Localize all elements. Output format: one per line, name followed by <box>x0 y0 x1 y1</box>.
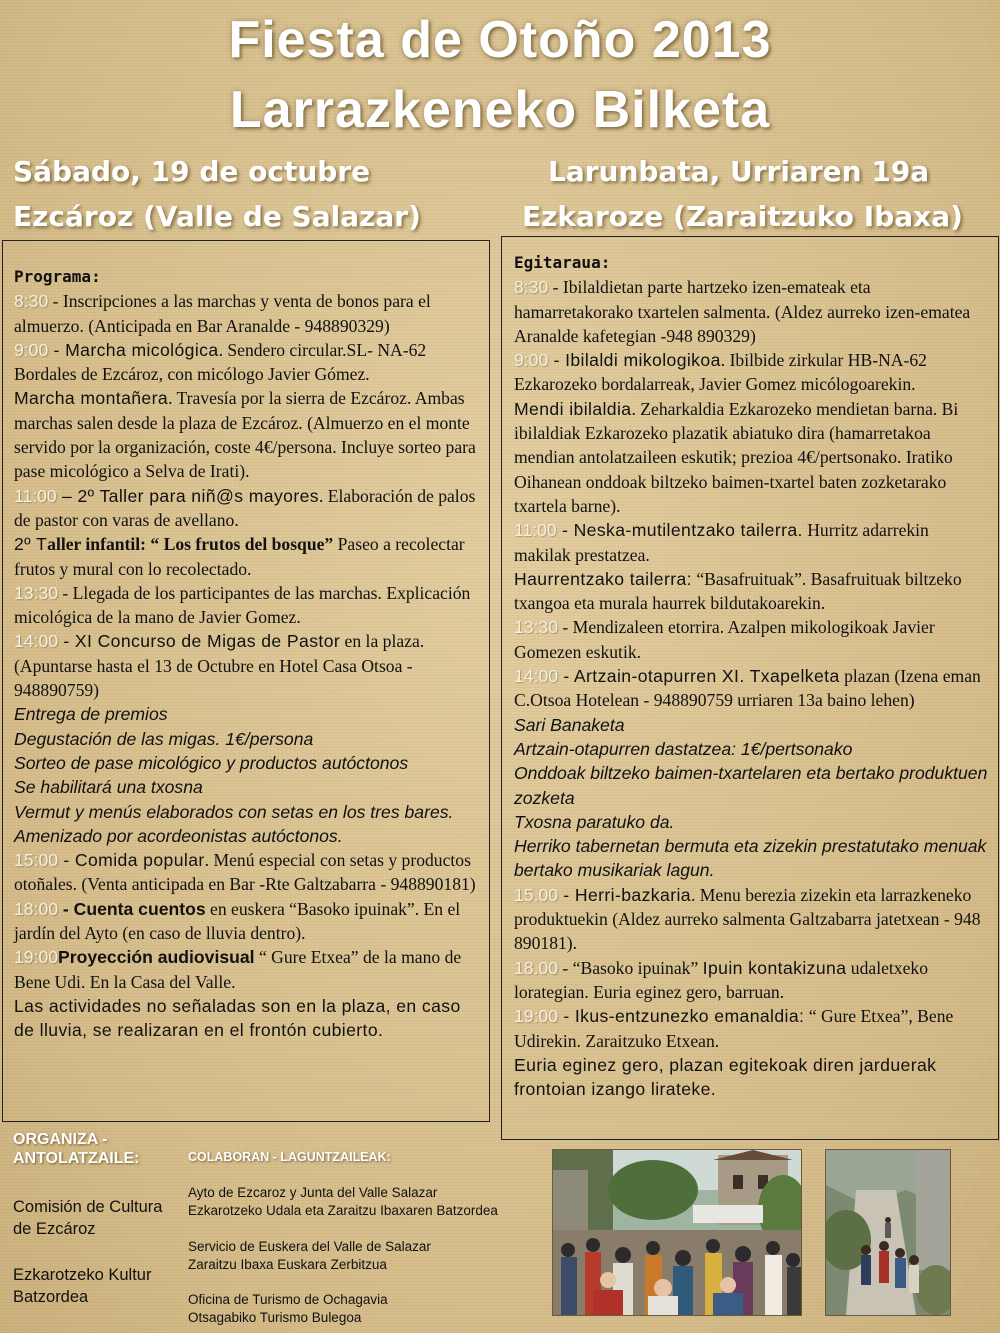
photo-village-crowd <box>552 1149 802 1316</box>
programa-item: 8:30 - Inscripciones a las marchas y venta de bonos para el almuerzo. (Anticipada en Bar Aranalde - 948890329) <box>14 291 431 336</box>
programa-item: 13:30 - Llegada de los participantes de las marchas. Explicación micológica de la mano de Javier Gomez. <box>14 582 471 628</box>
programa-italic: Vermut y menús elaborados con setas en los tres bares. <box>14 801 454 822</box>
programa-box <box>2 240 490 1122</box>
es-place: Ezcároz (Valle de Salazar) <box>13 200 421 233</box>
collaborator-2: Servicio de Euskera del Valle de Salazar Zaraitzu Ibaxa Euskara Zerbitzua <box>188 1239 431 1272</box>
programa-label: Programa: <box>14 267 101 286</box>
colaboran-heading: COLABORAN - LAGUNTZAILEAK: <box>188 1150 391 1164</box>
programa-item: 19:00Proyección audiovisual “ Gure Etxea” de la mano de Bene Udi. En la Casa del Valle. <box>14 947 462 992</box>
programa-closing: Las actividades no señaladas son en la plaza, en caso de lluvia, se realizaran en el frontón cubierto. <box>14 995 461 1041</box>
organizer-es: Comisión de Cultura de Ezcároz <box>13 1198 163 1238</box>
egitaraua-box <box>501 236 999 1140</box>
es-date: Sábado, 19 de octubre <box>13 155 371 188</box>
eu-date: Larunbata, Urriaren 19a <box>548 155 930 188</box>
programa-italic: Se habilitará una txosna <box>14 777 203 798</box>
egitaraua-italic: Onddoak biltzeko baimen-txartelaren eta bertako produktuen zozketa <box>514 763 988 808</box>
programa-item: 14:00 - XI Concurso de Migas de Pastor en la plaza. (Apuntarse hasta el 13 de Octubre en Hotel Casa Otsoa - 948890759) <box>14 631 425 701</box>
programa-item: Marcha montañera. Travesía por la sierra de Ezcároz. Ambas marchas salen desde la plaza de Ezcároz. (Almuerzo en el monte servido por la organización, coste 4€/persona. Incluye sorteo para pase micológico a Selva de Irati). <box>14 388 476 482</box>
egitaraua-italic: Artzain-otapurren dastatzea: 1€/pertsonako <box>514 738 853 759</box>
eu-place: Ezkaroze (Zaraitzuko Ibaxa) <box>522 200 963 233</box>
title-line-2: Larrazkeneko Bilketa <box>229 81 771 139</box>
programa-item: 9:00 - Marcha micológica. Sendero circular.SL- NA-62 Bordales de Ezcároz, con micólogo Javier Gómez. <box>14 339 427 385</box>
collaborator-1: Ayto de Ezcaroz y Junta del Valle Salazar Ezkarotzeko Udala eta Zaraitzu Ibaxaren Batzordea <box>188 1185 498 1218</box>
egitaraua-item: 8:30 - Ibilaldietan parte hartzeko izen-emateak eta hamarretakorako txartelen salmenta. (Aldez aurreko izen-ematea Aranalde kafetegian -948 890329) <box>514 277 971 346</box>
egitaraua-item: 11:00 - Neska-mutilentzako tailerra. Hurritz adarrekin makilak prestatzea. <box>514 520 929 565</box>
programa-item: 11:00 – 2º Taller para niñ@s mayores. Elaboración de palos de pastor con varas de avellano. <box>14 485 476 530</box>
egitaraua-label: Egitaraua: <box>514 253 611 272</box>
programa-item: 15:00 - Comida popular. Menú especial con setas y productos otoñales. (Venta anticipada en Bar -Rte Galtzabarra - 948890181) <box>14 850 476 895</box>
egitaraua-item: 13:30 - Mendizaleen etorrira. Azalpen mikologikoak Javier Gomezen eskutik. <box>514 617 935 662</box>
organiza-heading: ORGANIZA - ANTOLATZAILE: <box>13 1131 140 1167</box>
collaborator-3: Oficina de Turismo de Ochagavia Otsagabiko Turismo Bulegoa <box>188 1292 388 1325</box>
egitaraua-item: 9:00 - Ibilaldi mikologikoa. Ibilbide zirkular HB-NA-62 Ezkarozeko bordalarreak, Javier Gomez micólogoarekin. <box>514 350 927 395</box>
organizer-eu: Ezkarotzeko Kultur Batzordea <box>13 1266 152 1306</box>
programa-italic: Amenizado por acordeonistas autóctonos. <box>14 825 343 846</box>
egitaraua-item: Haurrentzako tailerra: “Basafruituak”. Basafruituak biltzeko txangoa eta murala haurrek bildutakoarekin. <box>514 568 962 614</box>
programa-italic: Entrega de premios <box>14 704 168 725</box>
egitaraua-item: 19:00 - Ikus-entzunezko emanaldia: “ Gure Etxea”, Bene Udirekin. Zaraitzuko Etxean. <box>514 1006 954 1051</box>
programa-italic: Sorteo de pase micológico y productos autóctonos <box>14 752 409 773</box>
egitaraua-italic: Txosna paratuko da. <box>514 811 675 832</box>
programa-item: 18:00 - Cuenta cuentos en euskera “Basoko ipuinak”. En el jardín del Ayto (en caso de lluvia dentro). <box>14 898 461 944</box>
egitaraua-italic: Herriko tabernetan bermuta eta zizekin prestatutako menuak bertako musikariak lagun. <box>514 836 987 881</box>
egitaraua-item: 15.00 - Herri-bazkaria. Menu berezia zizekin eta larrazkeneko produktuekin (Aldez aurreko salmenta Galtzabarra jatetxean - 948 890181). <box>514 884 981 954</box>
programa-italic: Degustación de las migas. 1€/persona <box>14 728 314 749</box>
egitaraua-italic: Sari Banaketa <box>514 714 625 735</box>
title-line-1: Fiesta de Otoño 2013 <box>228 11 772 69</box>
egitaraua-item: Mendi ibilaldia. Zeharkaldia Ezkarozeko mendietan barna. Bi ibilaldiak Ezkarozeko plazatik abiatuko dira (hamarretakoa mendian antolatzaileen eskutik; prezioa 4€/pertsonako. Iratiko Oihanean onddoak biltzeko baimen-txartel baten zozketarako txartela barne). <box>514 398 959 516</box>
egitaraua-item: 18.00 - “Basoko ipuinak” Ipuin kontakizuna udaletxeko lorategian. Euria eginez gero, barruan. <box>514 957 928 1002</box>
egitaraua-closing: Euria eginez gero, plazan egitekoak diren jarduerak frontoian izango lirateke. <box>514 1054 937 1100</box>
photo-hikers <box>825 1149 951 1316</box>
egitaraua-item: 14:00 - Artzain-otapurren XI. Txapelketa plazan (Izena eman C.Otsoa Hotelean - 948890759 urriaren 13a baino lehen) <box>514 666 981 711</box>
programa-item: 2º Taller infantil: “ Los frutos del bosque” Paseo a recolectar frutos y mural con lo recolectado. <box>14 534 465 579</box>
